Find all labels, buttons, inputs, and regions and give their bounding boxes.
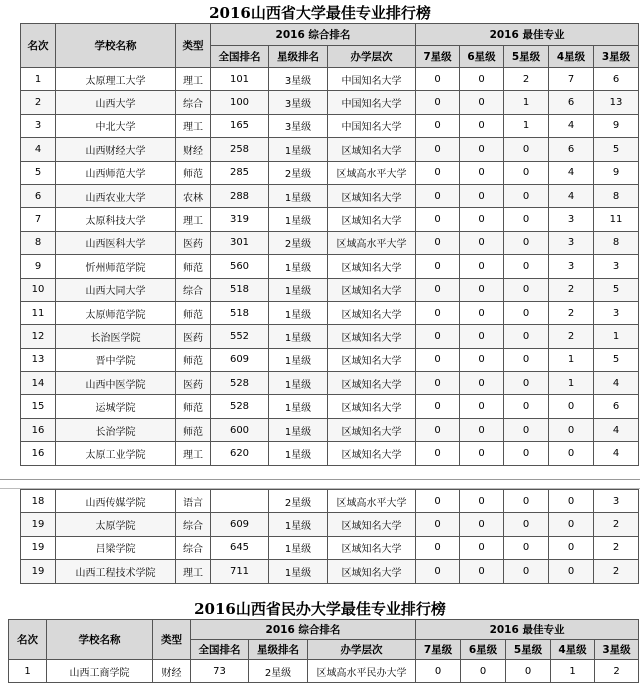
star4-count-cell: 0 — [549, 560, 594, 583]
header-5-star: 5星级 — [506, 640, 551, 660]
national-rank-cell: 528 — [211, 395, 269, 418]
header-3-star: 3星级 — [595, 640, 639, 660]
star5-count-cell: 0 — [504, 560, 549, 583]
table-row — [21, 231, 639, 254]
table-row — [21, 91, 639, 114]
national-rank-cell: 528 — [211, 372, 269, 395]
star5-count-cell: 0 — [504, 325, 549, 348]
header-level: 办学层次 — [308, 640, 416, 660]
table-row — [21, 301, 639, 324]
star3-count-cell: 8 — [594, 231, 639, 254]
star4-count-cell: 0 — [549, 513, 594, 536]
school-name-cell: 山西大同大学 — [56, 278, 176, 301]
star4-count-cell: 2 — [549, 301, 594, 324]
header-national-rank: 全国排名 — [191, 640, 249, 660]
star6-count-cell: 0 — [460, 442, 504, 465]
header-rank: 名次 — [21, 24, 56, 68]
table1-title: 2016山西省大学最佳专业排行榜 — [209, 4, 431, 22]
star7-count-cell: 0 — [416, 490, 460, 513]
header-group-overall: 2016 综合排名 — [191, 620, 416, 640]
star6-count-cell: 0 — [460, 372, 504, 395]
table-row — [21, 560, 639, 583]
table-row — [21, 138, 639, 161]
star3-count-cell: 5 — [594, 348, 639, 371]
rank-cell: 6 — [21, 184, 56, 207]
star-rank-cell: 1星级 — [269, 255, 328, 278]
type-cell: 医药 — [176, 372, 211, 395]
rank-cell: 3 — [21, 114, 56, 137]
star5-count-cell: 0 — [504, 395, 549, 418]
table-row — [21, 490, 639, 513]
rank-cell: 16 — [21, 442, 56, 465]
star5-count-cell: 0 — [504, 372, 549, 395]
star6-count-cell: 0 — [460, 68, 504, 91]
national-rank-cell: 711 — [211, 560, 269, 583]
star7-count-cell: 0 — [416, 231, 460, 254]
star-rank-cell: 3星级 — [269, 68, 328, 91]
star6-count-cell: 0 — [460, 395, 504, 418]
header-star-rank: 星级排名 — [249, 640, 308, 660]
star7-count-cell: 0 — [416, 138, 460, 161]
type-cell: 农林 — [176, 184, 211, 207]
star3-count-cell: 2 — [594, 536, 639, 559]
star7-count-cell: 0 — [416, 513, 460, 536]
star5-count-cell: 0 — [504, 442, 549, 465]
type-cell: 综合 — [176, 536, 211, 559]
level-cell: 区域高水平大学 — [328, 161, 416, 184]
rank-cell: 19 — [21, 536, 56, 559]
national-rank-cell: 73 — [191, 660, 249, 683]
level-cell: 区域知名大学 — [328, 325, 416, 348]
star4-count-cell: 3 — [549, 208, 594, 231]
type-cell: 理工 — [176, 560, 211, 583]
rank-cell: 18 — [21, 490, 56, 513]
star5-count-cell: 1 — [504, 114, 549, 137]
rank-cell: 13 — [21, 348, 56, 371]
star-rank-cell: 2星级 — [269, 490, 328, 513]
star3-count-cell: 4 — [594, 372, 639, 395]
table-row — [21, 184, 639, 207]
star-rank-cell: 1星级 — [269, 184, 328, 207]
star3-count-cell: 2 — [594, 560, 639, 583]
star6-count-cell: 0 — [460, 278, 504, 301]
star5-count-cell: 0 — [504, 161, 549, 184]
star-rank-cell: 1星级 — [269, 418, 328, 441]
rank-cell: 9 — [21, 255, 56, 278]
star3-count-cell: 4 — [594, 418, 639, 441]
rank-cell: 5 — [21, 161, 56, 184]
type-cell: 理工 — [176, 68, 211, 91]
school-name-cell: 山西财经大学 — [56, 138, 176, 161]
school-name-cell: 晋中学院 — [56, 348, 176, 371]
star-rank-cell: 1星级 — [269, 372, 328, 395]
level-cell: 中国知名大学 — [328, 68, 416, 91]
star4-count-cell: 3 — [549, 255, 594, 278]
star3-count-cell: 1 — [594, 325, 639, 348]
star4-count-cell: 4 — [549, 114, 594, 137]
rank-cell: 8 — [21, 231, 56, 254]
star6-count-cell: 0 — [460, 114, 504, 137]
school-name-cell: 山西师范大学 — [56, 161, 176, 184]
national-rank-cell: 165 — [211, 114, 269, 137]
section-divider — [0, 479, 640, 489]
type-cell: 财经 — [153, 660, 191, 683]
star5-count-cell: 0 — [506, 660, 551, 683]
level-cell: 区域知名大学 — [328, 442, 416, 465]
table-row — [21, 395, 639, 418]
star3-count-cell: 3 — [594, 301, 639, 324]
type-cell: 综合 — [176, 91, 211, 114]
rank-cell: 1 — [21, 68, 56, 91]
rank-cell: 14 — [21, 372, 56, 395]
school-name-cell: 吕梁学院 — [56, 536, 176, 559]
star4-count-cell: 0 — [549, 536, 594, 559]
school-name-cell: 山西传媒学院 — [56, 490, 176, 513]
school-name-cell: 太原工业学院 — [56, 442, 176, 465]
star7-count-cell: 0 — [416, 161, 460, 184]
level-cell: 区域高水平大学 — [328, 490, 416, 513]
school-name-cell: 运城学院 — [56, 395, 176, 418]
type-cell: 理工 — [176, 114, 211, 137]
star4-count-cell: 0 — [549, 442, 594, 465]
star6-count-cell: 0 — [460, 138, 504, 161]
star7-count-cell: 0 — [416, 325, 460, 348]
star3-count-cell: 11 — [594, 208, 639, 231]
rank-cell: 2 — [21, 91, 56, 114]
national-rank-cell: 101 — [211, 68, 269, 91]
star6-count-cell: 0 — [460, 513, 504, 536]
national-rank-cell: 288 — [211, 184, 269, 207]
star3-count-cell: 2 — [595, 660, 639, 683]
type-cell: 医药 — [176, 325, 211, 348]
star3-count-cell: 13 — [594, 91, 639, 114]
school-name-cell: 长治学院 — [56, 418, 176, 441]
header-7-star: 7星级 — [416, 640, 461, 660]
star4-count-cell: 1 — [551, 660, 595, 683]
star-rank-cell: 1星级 — [269, 278, 328, 301]
header-group-best: 2016 最佳专业 — [416, 620, 639, 640]
national-rank-cell: 258 — [211, 138, 269, 161]
star5-count-cell: 0 — [504, 513, 549, 536]
school-name-cell: 长治医学院 — [56, 325, 176, 348]
star5-count-cell: 0 — [504, 255, 549, 278]
star7-count-cell: 0 — [416, 372, 460, 395]
star5-count-cell: 1 — [504, 91, 549, 114]
star4-count-cell: 1 — [549, 348, 594, 371]
national-rank-cell: 518 — [211, 301, 269, 324]
header-rank: 名次 — [9, 620, 47, 660]
star4-count-cell: 0 — [549, 418, 594, 441]
school-name-cell: 山西农业大学 — [56, 184, 176, 207]
rank-cell: 12 — [21, 325, 56, 348]
school-name-cell: 中北大学 — [56, 114, 176, 137]
type-cell: 理工 — [176, 442, 211, 465]
private-university-ranking-table — [8, 619, 639, 683]
star6-count-cell: 0 — [460, 325, 504, 348]
star4-count-cell: 1 — [549, 372, 594, 395]
university-ranking-table — [20, 23, 639, 466]
header-type: 类型 — [176, 24, 211, 68]
level-cell: 区域知名大学 — [328, 348, 416, 371]
header-5-star: 5星级 — [504, 46, 549, 68]
star6-count-cell: 0 — [460, 91, 504, 114]
star6-count-cell: 0 — [460, 490, 504, 513]
level-cell: 区域知名大学 — [328, 255, 416, 278]
star-rank-cell: 1星级 — [269, 442, 328, 465]
school-name-cell: 太原理工大学 — [56, 68, 176, 91]
star7-count-cell: 0 — [416, 255, 460, 278]
school-name-cell: 山西医科大学 — [56, 231, 176, 254]
national-rank-cell: 609 — [211, 513, 269, 536]
type-cell: 综合 — [176, 278, 211, 301]
type-cell: 综合 — [176, 513, 211, 536]
star7-count-cell: 0 — [416, 442, 460, 465]
table-row — [21, 114, 639, 137]
table-row — [21, 536, 639, 559]
star-rank-cell: 1星级 — [269, 536, 328, 559]
star3-count-cell: 5 — [594, 278, 639, 301]
star4-count-cell: 0 — [549, 395, 594, 418]
star3-count-cell: 2 — [594, 513, 639, 536]
star-rank-cell: 3星级 — [269, 114, 328, 137]
star-rank-cell: 1星级 — [269, 325, 328, 348]
star3-count-cell: 3 — [594, 255, 639, 278]
rank-cell: 10 — [21, 278, 56, 301]
type-cell: 师范 — [176, 161, 211, 184]
star3-count-cell: 3 — [594, 490, 639, 513]
level-cell: 区域知名大学 — [328, 138, 416, 161]
star3-count-cell: 6 — [594, 395, 639, 418]
national-rank-cell: 645 — [211, 536, 269, 559]
star5-count-cell: 0 — [504, 418, 549, 441]
star7-count-cell: 0 — [416, 418, 460, 441]
rank-cell: 16 — [21, 418, 56, 441]
rank-cell: 7 — [21, 208, 56, 231]
star7-count-cell: 0 — [416, 208, 460, 231]
table-row — [21, 255, 639, 278]
type-cell: 师范 — [176, 395, 211, 418]
header-national-rank: 全国排名 — [211, 46, 269, 68]
table-row — [21, 442, 639, 465]
national-rank-cell: 100 — [211, 91, 269, 114]
star6-count-cell: 0 — [460, 255, 504, 278]
star4-count-cell: 6 — [549, 91, 594, 114]
star-rank-cell: 1星级 — [269, 348, 328, 371]
type-cell: 师范 — [176, 301, 211, 324]
school-name-cell: 太原师范学院 — [56, 301, 176, 324]
type-cell: 师范 — [176, 418, 211, 441]
star4-count-cell: 3 — [549, 231, 594, 254]
star4-count-cell: 6 — [549, 138, 594, 161]
star-rank-cell: 1星级 — [269, 560, 328, 583]
star6-count-cell: 0 — [460, 418, 504, 441]
star6-count-cell: 0 — [460, 231, 504, 254]
star-rank-cell: 1星级 — [269, 208, 328, 231]
rank-cell: 19 — [21, 513, 56, 536]
header-4-star: 4星级 — [551, 640, 595, 660]
school-name-cell: 山西中医学院 — [56, 372, 176, 395]
star6-count-cell: 0 — [460, 536, 504, 559]
level-cell: 区域知名大学 — [328, 536, 416, 559]
level-cell: 区域知名大学 — [328, 208, 416, 231]
type-cell: 师范 — [176, 348, 211, 371]
level-cell: 区域知名大学 — [328, 278, 416, 301]
star-rank-cell: 2星级 — [269, 231, 328, 254]
table-row — [21, 161, 639, 184]
national-rank-cell: 552 — [211, 325, 269, 348]
header-school: 学校名称 — [47, 620, 153, 660]
star3-count-cell: 8 — [594, 184, 639, 207]
level-cell: 区域知名大学 — [328, 301, 416, 324]
school-name-cell: 山西大学 — [56, 91, 176, 114]
national-rank-cell: 600 — [211, 418, 269, 441]
star-rank-cell: 1星级 — [269, 138, 328, 161]
star6-count-cell: 0 — [460, 301, 504, 324]
star7-count-cell: 0 — [416, 536, 460, 559]
table-row — [21, 325, 639, 348]
header-7-star: 7星级 — [416, 46, 460, 68]
star-rank-cell: 2星级 — [269, 161, 328, 184]
national-rank-cell — [211, 490, 269, 513]
star-rank-cell: 1星级 — [269, 513, 328, 536]
table-row — [21, 372, 639, 395]
star5-count-cell: 0 — [504, 490, 549, 513]
star4-count-cell: 7 — [549, 68, 594, 91]
national-rank-cell: 609 — [211, 348, 269, 371]
rank-cell: 4 — [21, 138, 56, 161]
star4-count-cell: 4 — [549, 184, 594, 207]
star-rank-cell: 1星级 — [269, 301, 328, 324]
header-4-star: 4星级 — [549, 46, 594, 68]
rank-cell: 11 — [21, 301, 56, 324]
header-group-overall: 2016 综合排名 — [211, 24, 416, 46]
star5-count-cell: 0 — [504, 138, 549, 161]
type-cell: 医药 — [176, 231, 211, 254]
star6-count-cell: 0 — [460, 161, 504, 184]
star3-count-cell: 6 — [594, 68, 639, 91]
level-cell: 区域知名大学 — [328, 184, 416, 207]
star3-count-cell: 5 — [594, 138, 639, 161]
table-row — [21, 418, 639, 441]
rank-cell: 19 — [21, 560, 56, 583]
star6-count-cell: 0 — [461, 660, 506, 683]
school-name-cell: 忻州师范学院 — [56, 255, 176, 278]
level-cell: 区域知名大学 — [328, 513, 416, 536]
table-row — [21, 208, 639, 231]
star6-count-cell: 0 — [460, 184, 504, 207]
star3-count-cell: 4 — [594, 442, 639, 465]
type-cell: 师范 — [176, 255, 211, 278]
star6-count-cell: 0 — [460, 348, 504, 371]
header-group-best: 2016 最佳专业 — [416, 24, 639, 46]
star5-count-cell: 0 — [504, 536, 549, 559]
star7-count-cell: 0 — [416, 348, 460, 371]
school-name-cell: 太原科技大学 — [56, 208, 176, 231]
table-row — [9, 660, 639, 683]
star7-count-cell: 0 — [416, 114, 460, 137]
table2-title: 2016山西省民办大学最佳专业排行榜 — [194, 600, 446, 618]
star7-count-cell: 0 — [416, 560, 460, 583]
star7-count-cell: 0 — [416, 91, 460, 114]
type-cell: 语言 — [176, 490, 211, 513]
national-rank-cell: 560 — [211, 255, 269, 278]
table-row — [21, 278, 639, 301]
level-cell: 区域高水平民办大学 — [308, 660, 416, 683]
star5-count-cell: 2 — [504, 68, 549, 91]
header-type: 类型 — [153, 620, 191, 660]
star7-count-cell: 0 — [416, 68, 460, 91]
star-rank-cell: 2星级 — [249, 660, 308, 683]
national-rank-cell: 301 — [211, 231, 269, 254]
star5-count-cell: 0 — [504, 301, 549, 324]
star4-count-cell: 0 — [549, 490, 594, 513]
header-star-rank: 星级排名 — [269, 46, 328, 68]
star5-count-cell: 0 — [504, 208, 549, 231]
star6-count-cell: 0 — [460, 208, 504, 231]
star5-count-cell: 0 — [504, 231, 549, 254]
level-cell: 区域知名大学 — [328, 395, 416, 418]
header-school: 学校名称 — [56, 24, 176, 68]
level-cell: 中国知名大学 — [328, 114, 416, 137]
level-cell: 区域高水平大学 — [328, 231, 416, 254]
star7-count-cell: 0 — [416, 278, 460, 301]
star4-count-cell: 2 — [549, 278, 594, 301]
type-cell: 财经 — [176, 138, 211, 161]
header-level: 办学层次 — [328, 46, 416, 68]
header-6-star: 6星级 — [461, 640, 506, 660]
table-row — [21, 513, 639, 536]
star7-count-cell: 0 — [416, 301, 460, 324]
star5-count-cell: 0 — [504, 278, 549, 301]
star4-count-cell: 4 — [549, 161, 594, 184]
level-cell: 区域知名大学 — [328, 418, 416, 441]
header-3-star: 3星级 — [594, 46, 639, 68]
school-name-cell: 山西工程技术学院 — [56, 560, 176, 583]
type-cell: 理工 — [176, 208, 211, 231]
level-cell: 区域知名大学 — [328, 372, 416, 395]
star5-count-cell: 0 — [504, 184, 549, 207]
national-rank-cell: 518 — [211, 278, 269, 301]
university-ranking-table-continued — [20, 489, 639, 584]
star3-count-cell: 9 — [594, 161, 639, 184]
national-rank-cell: 285 — [211, 161, 269, 184]
header-6-star: 6星级 — [460, 46, 504, 68]
star-rank-cell: 1星级 — [269, 395, 328, 418]
table-row — [21, 348, 639, 371]
star7-count-cell: 0 — [416, 395, 460, 418]
star7-count-cell: 0 — [416, 184, 460, 207]
national-rank-cell: 319 — [211, 208, 269, 231]
star3-count-cell: 9 — [594, 114, 639, 137]
table-row — [21, 68, 639, 91]
star5-count-cell: 0 — [504, 348, 549, 371]
star7-count-cell: 0 — [416, 660, 461, 683]
level-cell: 区域知名大学 — [328, 560, 416, 583]
star6-count-cell: 0 — [460, 560, 504, 583]
star4-count-cell: 2 — [549, 325, 594, 348]
school-name-cell: 太原学院 — [56, 513, 176, 536]
level-cell: 中国知名大学 — [328, 91, 416, 114]
national-rank-cell: 620 — [211, 442, 269, 465]
school-name-cell: 山西工商学院 — [47, 660, 153, 683]
rank-cell: 1 — [9, 660, 47, 683]
rank-cell: 15 — [21, 395, 56, 418]
star-rank-cell: 3星级 — [269, 91, 328, 114]
